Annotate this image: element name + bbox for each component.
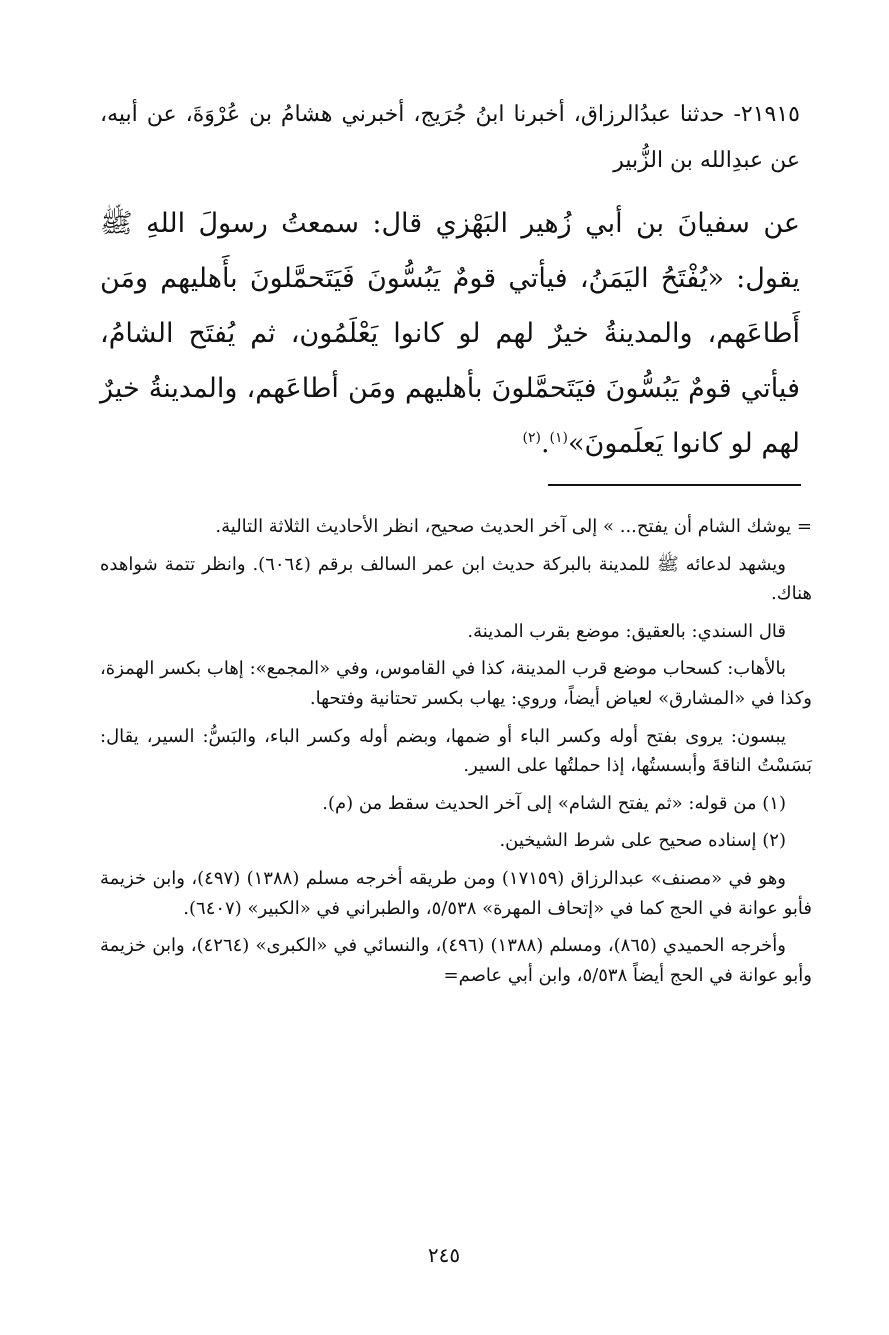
footnote-paragraph: بالأهاب: كسحاب موضع قرب المدينة، كذا في القاموس، وفي «المجمع»: إهاب بكسر الهمزة، وكذا في «المشارق» لعياض أيضاً، وروي: يهاب بكسر تحتانية وفتحها. bbox=[100, 658, 812, 709]
matn-end-punctuation: . bbox=[540, 428, 550, 459]
footnote-1: (١) من قوله: «ثم يفتح الشام» إلى آخر الحديث سقط من (م). bbox=[322, 792, 786, 814]
footnote-2: (٢) إسناده صحيح على شرط الشيخين. bbox=[499, 830, 786, 852]
footnote-divider bbox=[548, 484, 801, 486]
footnote-marker-2: (٢) bbox=[522, 430, 541, 446]
footnote-paragraph: وأخرجه الحميدي (٨٦٥)، ومسلم (١٣٨٨) (٤٩٦)، والنسائي في «الكبرى» (٤٢٦٤)، وابن خزيمة وأبو عوانة في الحج أيضاً ٥/٥٣٨، وابن أبي عاصم= bbox=[100, 935, 812, 986]
footnote-paragraph: وهو في «مصنف» عبدالرزاق (١٧١٥٩) ومن طريقه أخرجه مسلم (١٣٨٨) (٤٩٧)، وابن خزيمة فأبو عوانة في الحج كما في «إتحاف المهرة» ٥/٥٣٨، والطبراني في «الكبير» (٦٤٠٧). bbox=[100, 867, 812, 919]
matn-text: عن سفيانَ بن أبي زُهير البَهْزي قال: سمعتُ رسولَ اللهِ ﷺ يقول: «يُفْتَحُ اليَمَنُ، فيأتي قومٌ يَبُسُّونَ فَيَتَحمَّلونَ بأَهليهم ومَن أَطاعَهم، والمدينةُ خيرٌ لهم لو كانوا يَعْلَمُون، ثم يُفتَح الشامُ، فيأتي قومٌ يَبُسُّونَ فيَتَحمَّلونَ بأهليهم ومَن أطاعَهم، والمدينةُ خيرٌ لهم لو كانوا يَعلَمونَ» bbox=[100, 208, 800, 459]
hadith-isnad bbox=[100, 92, 800, 184]
page-number: ٢٤٥ bbox=[427, 1243, 461, 1267]
isnad-text: ٢١٩١٥- حدثنا عبدُالرزاق، أخبرنا ابنُ جُرَيج، أخبرني هشامُ بن عُرْوَةَ، عن أبيه، عن عبدِالله بن الزُّبير bbox=[100, 102, 800, 173]
footnotes bbox=[100, 512, 812, 998]
footnote-paragraph: قال السندي: بالعقيق: موضع بقرب المدينة. bbox=[467, 620, 786, 642]
hadith-matn bbox=[100, 196, 800, 471]
footnote-paragraph: ويشهد لدعائه ﷺ للمدينة بالبركة حديث ابن عمر السالف برقم (٦٠٦٤). وانظر تتمة شواهده هناك. bbox=[100, 553, 812, 605]
footnote-paragraph: يبسون: يروى بفتح أوله وكسر الباء أو ضمها، وبضم أوله وكسر الباء، والبَسُّ: السير، يقال: بَسَسْتُ الناقةَ وأبسستُها، إذا حملتُها على السير. bbox=[100, 725, 812, 777]
footnote-marker-1: (١) bbox=[549, 430, 568, 446]
footnote-continuation: = يوشك الشام أن يفتح... » إلى آخر الحديث صحيح، انظر الأحاديث الثلاثة التالية. bbox=[215, 516, 812, 537]
